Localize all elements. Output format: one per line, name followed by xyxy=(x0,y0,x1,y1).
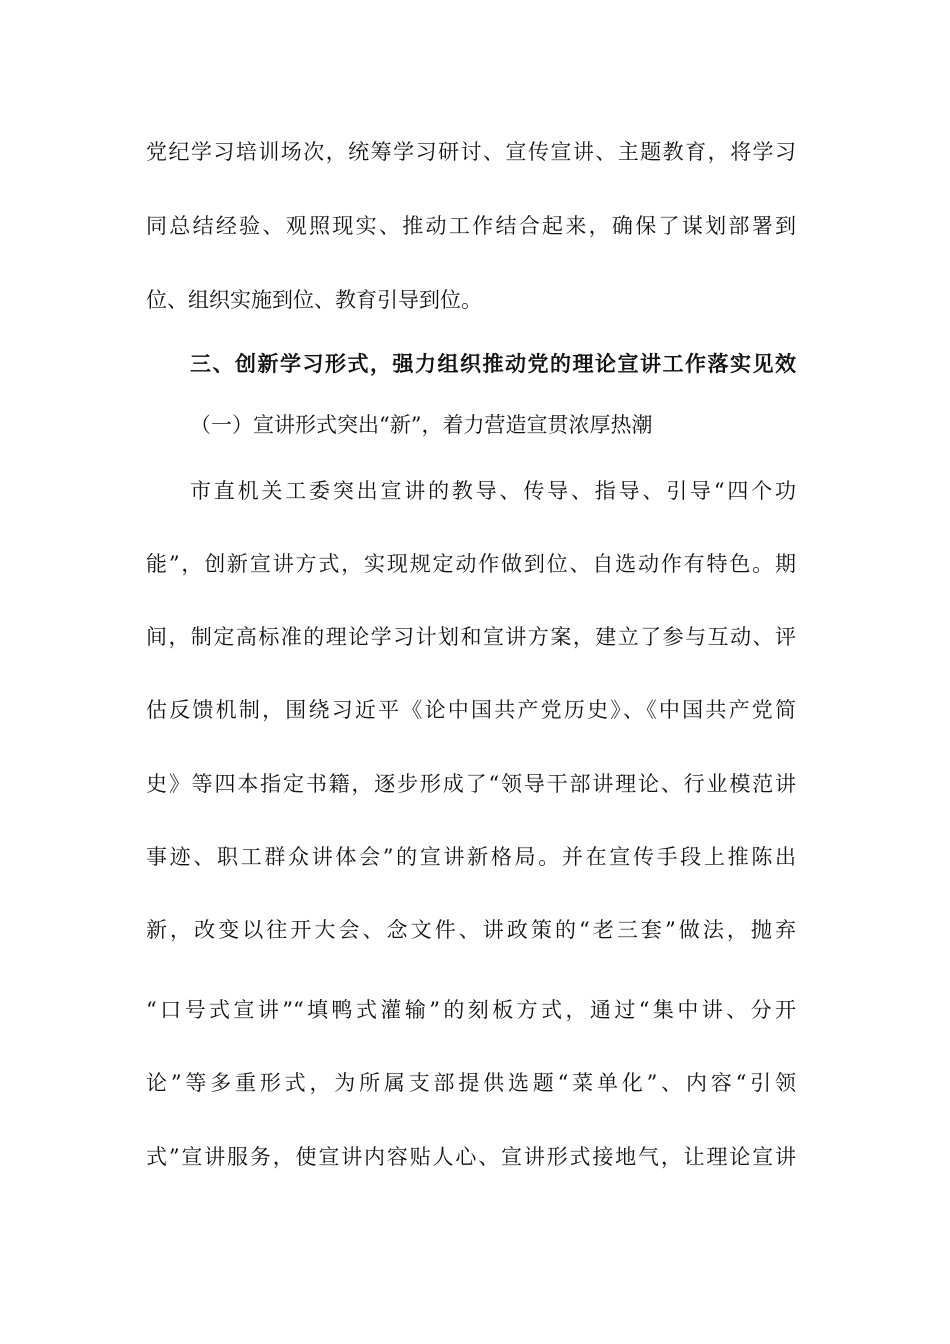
section-heading: 三、创新学习形式，强力组织推动党的理论宣讲工作落实见效 xyxy=(190,351,796,376)
paragraph-1-line-1: 党纪学习培训场次，统筹学习研讨、宣传宣讲、主题教育，将学习 xyxy=(146,140,796,164)
paragraph-2-line-4: 估反馈机制，围绕习近平《论中国共产党历史》、《中国共产党简 xyxy=(146,698,796,722)
paragraph-2-line-8: “口号式宣讲”“填鸭式灌输”的刻板方式，通过“集中讲、分开 xyxy=(146,998,796,1022)
paragraph-2-line-3: 间，制定高标准的理论学习计划和宣讲方案，建立了参与互动、评 xyxy=(146,625,796,649)
paragraph-2-line-1: 市直机关工委突出宣讲的教导、传导、指导、引导“四个功 xyxy=(190,479,796,503)
paragraph-2-line-5: 史》等四本指定书籍，逐步形成了“领导干部讲理论、行业模范讲 xyxy=(146,772,796,796)
paragraph-2-line-9: 论”等多重形式，为所属支部提供选题“菜单化”、内容“引领 xyxy=(146,1071,796,1095)
paragraph-1-line-2: 同总结经验、观照现实、推动工作结合起来，确保了谋划部署到 xyxy=(146,214,796,238)
paragraph-2-line-7: 新，改变以往开大会、念文件、讲政策的“老三套”做法，抛弃 xyxy=(146,918,796,942)
subsection-heading: （一）宣讲形式突出“新”，着力营造宣贯浓厚热潮 xyxy=(190,413,653,437)
paragraph-2-line-2: 能”，创新宣讲方式，实现规定动作做到位、自选动作有特色。期 xyxy=(146,552,796,576)
paragraph-2-line-6: 事迹、职工群众讲体会”的宣讲新格局。并在宣传手段上推陈出 xyxy=(146,845,796,869)
paragraph-2-line-10: 式”宣讲服务，使宣讲内容贴人心、宣讲形式接地气，让理论宣讲 xyxy=(146,1145,796,1169)
paragraph-1-line-3: 位、组织实施到位、教育引导到位。 xyxy=(146,288,482,312)
